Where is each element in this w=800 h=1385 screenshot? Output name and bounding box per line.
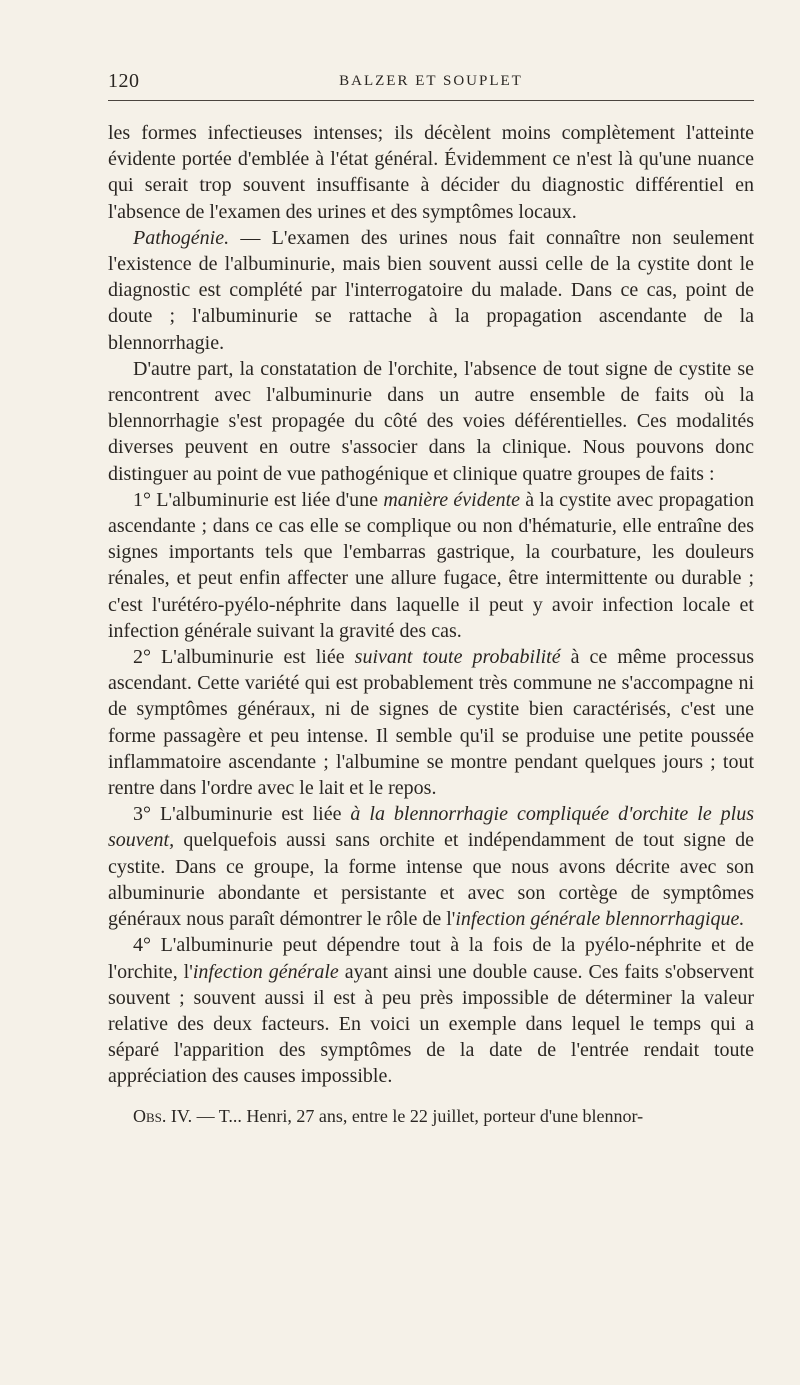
group-2-intro: 2° L'albuminurie est liée [133,646,355,669]
body-text [108,120,754,1090]
running-head [108,70,754,98]
observation-label: Obs. IV. [133,1105,193,1126]
page-number: 120 [108,70,140,92]
group-3-emphasis: à la blennorrhagie compliquée d'orchite le plus souvent, [108,803,755,852]
group-4-emphasis: infection générale [192,960,339,983]
paragraph-1: les formes infectieuses intenses; ils décèlent moins complètement l'atteinte évidente portée d'emblée à l'état général. Évidemment ce n'est là qu'une nuance qui serait trop souvent insuffisante à décider du diagnostic différentiel en l'absence de l'examen des urines et des symptômes locaux. [108,122,754,223]
document-page [108,70,754,1146]
paragraph-3: D'autre part, la constatation de l'orchite, l'absence de tout signe de cystite se rencontrent avec l'albuminurie dans un autre ensemble de faits où la blennorrhagie s'est propagée du côté des voies déférentielles. Ces modalités diverses peuvent en outre s'associer dans la clinique. Nous pouvons donc distinguer au point de vue pathogénique et clinique quatre groupes de faits : [108,357,754,485]
paragraph-2-text: — L'examen des urines nous fait connaître non seulement l'existence de l'albuminurie, mais bien souvent aussi celle de la cystite dont le diagnostic est complété par l'interrogatoire du malade. Dans ce cas, point de doute ; l'albuminurie se rattache à la propagation ascendante de la blennorrhagie. [108,226,754,354]
group-3-intro: 3° L'albuminurie est liée [133,803,351,826]
group-1-text: à la cystite avec propagation ascendante ; dans ce cas elle se complique ou non d'hématurie, elle entraîne des signes importants tels que l'embarras gastrique, la courbature, les douleurs rénales, et peut enfin affecter une allure fugace, être intermittente ou durable ; c'est l'urétéro-pyélo-néphrite dans laquelle il peut y avoir infection locale et infection générale suivant la gravité des cas. [108,488,754,642]
observation-line [108,1104,754,1128]
group-2-emphasis: suivant toute probabilité [354,646,561,669]
paragraph-group-4 [108,932,754,1089]
group-2-text: à ce même processus ascendant. Cette variété qui est probablement très commune ne s'accompagne ni de symptômes généraux, ni de signes de cystite bien caractérisés, c'est une forme passagère et peu intense. Il semble qu'il se produise une petite poussée inflammatoire ascendante ; l'albumine se montre pendant quelques jours ; tout rentre dans l'ordre avec le lait et le repos. [108,646,754,800]
observation-text: — T... Henri, 27 ans, entre le 22 juillet, porteur d'une blennor- [192,1105,644,1126]
group-3-emphasis-2: infection générale blennorrhagique. [455,908,745,931]
group-3-text: quelquefois aussi sans orchite et indépendamment de tout signe de cystite. Dans ce groupe, la forme intense que nous avons décrite avec son albuminurie abondante et persistante et avec son cortège de symptômes généraux nous paraît démontrer le rôle de l' [108,829,754,931]
group-1-intro: 1° L'albuminurie est liée d'une [133,488,384,511]
paragraph-pathogenie [108,225,754,356]
paragraph-group-2 [108,644,754,801]
running-title: BALZER ET SOUPLET [339,73,523,89]
group-1-emphasis: manière évidente [383,488,521,511]
group-4-text: ayant ainsi une double cause. Ces faits s'observent souvent ; souvent aussi il est à peu près impossible de déterminer la valeur relative des deux facteurs. En voici un exemple dans lequel le temps qui a séparé l'apparition des symptômes de la date de l'entrée rendait toute appréciation des causes impossible. [108,960,754,1088]
header-divider [108,100,754,101]
section-heading-pathogenie: Pathogénie. [133,226,230,249]
group-4-intro: 4° L'albuminurie peut dépendre tout à la fois de la pyélo-néphrite et de l'orchite, l' [108,934,754,983]
paragraph-group-3 [108,801,754,932]
paragraph-group-1 [108,487,754,644]
